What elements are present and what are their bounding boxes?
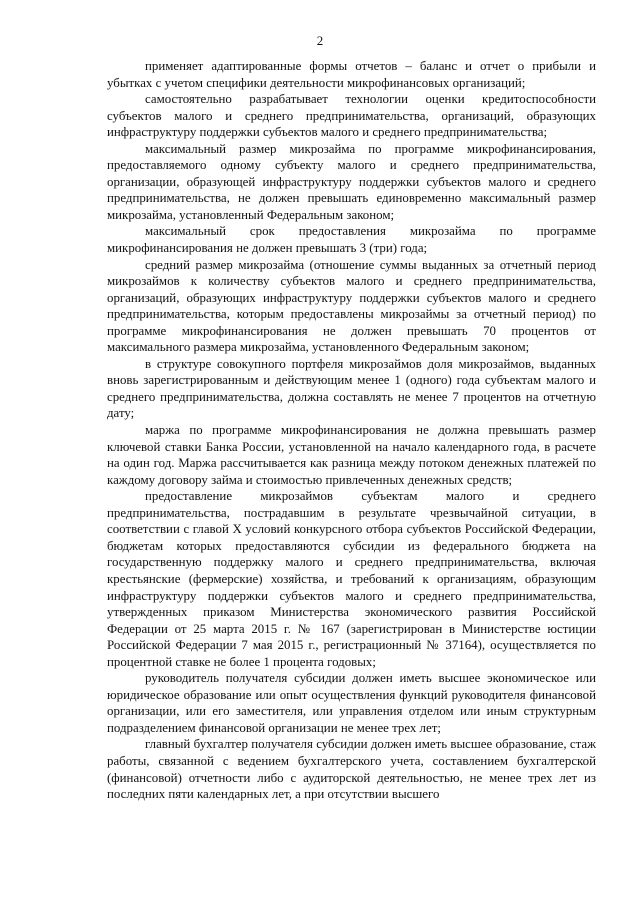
paragraph: руководитель получателя субсидии должен иметь высшее экономическое или юридическое образование или опыт осуществления функций руководителя финансовой организации, или его заместителя, или управления отделом или иным структурным подразделением финансовой организации не менее трех лет; xyxy=(107,671,596,735)
paragraph: средний размер микрозайма (отношение суммы выданных за отчетный период микрозаймов к количеству субъектов малого и среднего предпринимательства, организаций, образующих инфраструктуру поддержки субъектов малого и среднего предпринимательства, которым предоставлены микрозаймы за отчетный период) по программе микрофинансирования не должен превышать 70 процентов от максимального размера микрозайма, установленного Федеральным законом; xyxy=(107,257,596,355)
paragraph: самостоятельно разрабатывает технологии оценки кредитоспособности субъектов малого и среднего предпринимательства, организаций, образующих инфраструктуру поддержки субъектов малого и среднего предпринимательства; xyxy=(107,92,596,140)
paragraph: применяет адаптированные формы отчетов – баланс и отчет о прибыли и убытках с учетом специфики деятельности микрофинансовых организаций; xyxy=(107,59,596,90)
paragraph: маржа по программе микрофинансирования не должна превышать размер ключевой ставки Банка России, установленной на начало календарного года, в расчете на один год. Маржа рассчитывается как разница между потоком денежных платежей по каждому договору займа и стоимостью привлеченных денежных средств; xyxy=(107,423,596,487)
paragraph: главный бухгалтер получателя субсидии должен иметь высшее образование, стаж работы, связанной с ведением бухгалтерского учета, составлением бухгалтерской (финансовой) отчетности либо с аудиторской деятельностью, не менее трех лет из последних пяти календарных лет, а при отсутствии высшего xyxy=(107,737,596,802)
paragraph: предоставление микрозаймов субъектам малого и среднего предпринимательства, пострадавшим в результате чрезвычайной ситуации, в соответствии с главой X условий конкурсного отбора субъектов Российской Федерации, бюджетам которых предоставляются субсидии из федерального бюджета на государственную поддержку малого и среднего предпринимательства, включая крестьянские (фермерские) хозяйства, и требований к организациям, образующим инфраструктуру поддержки субъектов малого и среднего предпринимательства, утвержденных приказом Министерства экономического развития Российской Федерации от 25 марта 2015 г. № 167 (зарегистрирован в Министерстве юстиции Российской Федерации 7 мая 2015 г., регистрационный № 37164), осуществляется по процентной ставке не более 1 процента годовых; xyxy=(107,489,596,669)
page-number: 2 xyxy=(316,33,324,48)
paragraph: максимальный срок предоставления микрозайма по программе микрофинансирования не должен превышать 3 (три) года; xyxy=(107,224,596,256)
paragraph: в структуре совокупного портфеля микрозаймов доля микрозаймов, выданных вновь зарегистрированным и действующим менее 1 (одного) года субъектам малого и среднего предпринимательства, должна составлять не менее 7 процентов на отчетную дату; xyxy=(107,356,596,421)
document-body xyxy=(107,58,596,803)
paragraph: максимальный размер микрозайма по программе микрофинансирования, предоставляемого одному субъекту малого и среднего предпринимательства, организации, образующей инфраструктуру поддержки субъектов малого и среднего предпринимательства, не должен превышать единовременно максимальный размер микрозайма, установленный Федеральным законом; xyxy=(107,141,596,222)
